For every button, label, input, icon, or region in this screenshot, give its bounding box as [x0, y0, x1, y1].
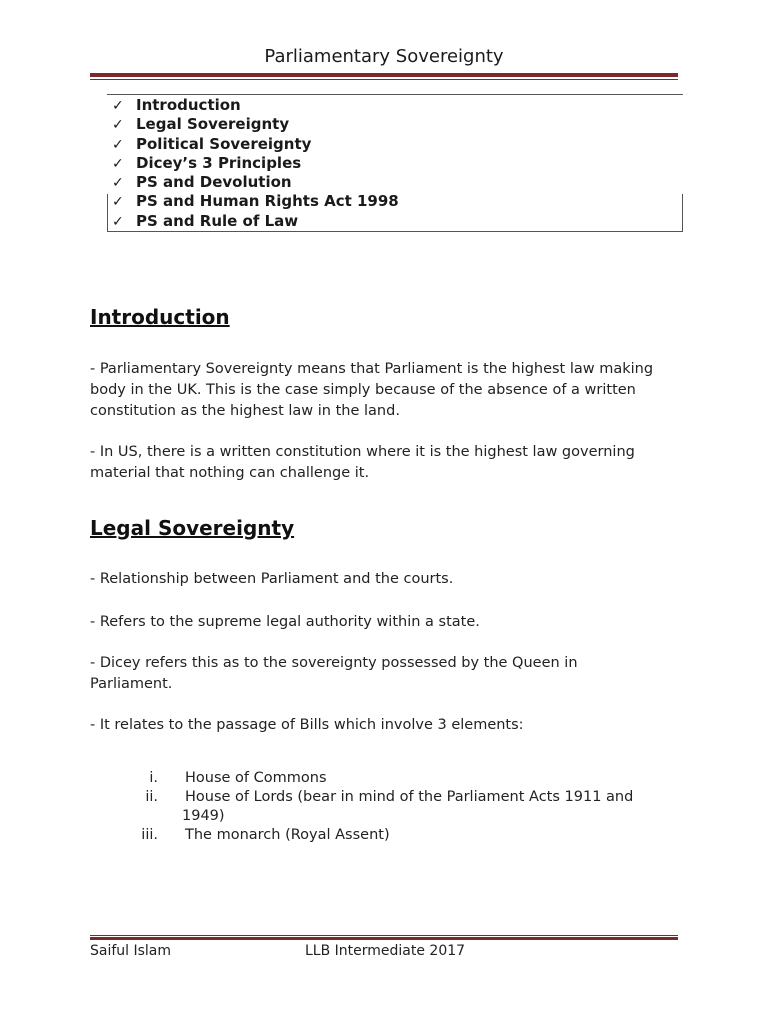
- toc-box-left-border: [107, 194, 108, 232]
- toc-item-label: Political Sovereignty: [136, 134, 312, 153]
- toc-item: [112, 173, 399, 192]
- toc-item-label: Legal Sovereignty: [136, 115, 290, 134]
- toc-item-label: PS and Devolution: [136, 173, 292, 192]
- list-number: ii.: [145, 789, 158, 805]
- toc-item-label: PS and Rule of Law: [136, 211, 299, 230]
- list-item: [0, 788, 768, 828]
- toc-item-label: PS and Human Rights Act 1998: [136, 192, 399, 211]
- toc-item-label: Dicey’s 3 Principles: [136, 153, 302, 172]
- toc-item: [112, 96, 399, 115]
- footer-rule-thin: [90, 935, 678, 936]
- page-title: Parliamentary Sovereignty: [264, 46, 504, 67]
- toc-item: [112, 135, 399, 154]
- list-item: [0, 826, 768, 846]
- header-rule-thick: [90, 73, 678, 77]
- checkmark-icon: ✓: [112, 194, 124, 211]
- paragraph: - Parliamentary Sovereignty means that Parliament is the highest law making body in the UK. This is the case simply because of the absence of a written constitution as the highest law in the land.: [90, 361, 654, 419]
- footer-author: Saiful Islam: [90, 943, 172, 959]
- list-text: House of Lords (bear in mind of the Parliament Acts 1911 and 1949): [182, 789, 634, 824]
- table-of-contents: [112, 96, 399, 231]
- checkmark-icon: ✓: [112, 175, 124, 192]
- list-text: House of Commons: [185, 770, 327, 786]
- paragraph: - In US, there is a written constitution where it is the highest law governing material that nothing can challenge it.: [90, 444, 635, 481]
- toc-box-right-border: [682, 194, 683, 232]
- header-rule-thin: [90, 79, 678, 80]
- toc-item: [112, 212, 399, 231]
- section-heading-introduction: Introduction: [90, 305, 230, 329]
- checkmark-icon: ✓: [112, 155, 124, 172]
- list-text: The monarch (Royal Assent): [185, 827, 390, 843]
- paragraph: - Refers to the supreme legal authority within a state.: [90, 614, 480, 630]
- list-number: i.: [149, 770, 158, 786]
- checkmark-icon: ✓: [112, 213, 124, 230]
- toc-item-label: Introduction: [136, 96, 241, 114]
- toc-item: [112, 154, 399, 173]
- section-heading-legal-sovereignty: Legal Sovereignty: [90, 516, 295, 540]
- toc-item: [112, 115, 399, 134]
- list-item: [0, 769, 768, 789]
- paragraph: - It relates to the passage of Bills which involve 3 elements:: [90, 717, 524, 733]
- checkmark-icon: ✓: [112, 98, 124, 114]
- footer-rule-thick: [90, 937, 678, 940]
- list-number: iii.: [141, 827, 158, 843]
- paragraph: - Dicey refers this as to the sovereignty possessed by the Queen in Parliament.: [90, 655, 578, 692]
- paragraph: - Relationship between Parliament and the courts.: [90, 571, 454, 587]
- footer-course: LLB Intermediate 2017: [305, 943, 466, 959]
- checkmark-icon: ✓: [112, 136, 124, 153]
- checkmark-icon: ✓: [112, 117, 124, 134]
- toc-item: [112, 192, 399, 211]
